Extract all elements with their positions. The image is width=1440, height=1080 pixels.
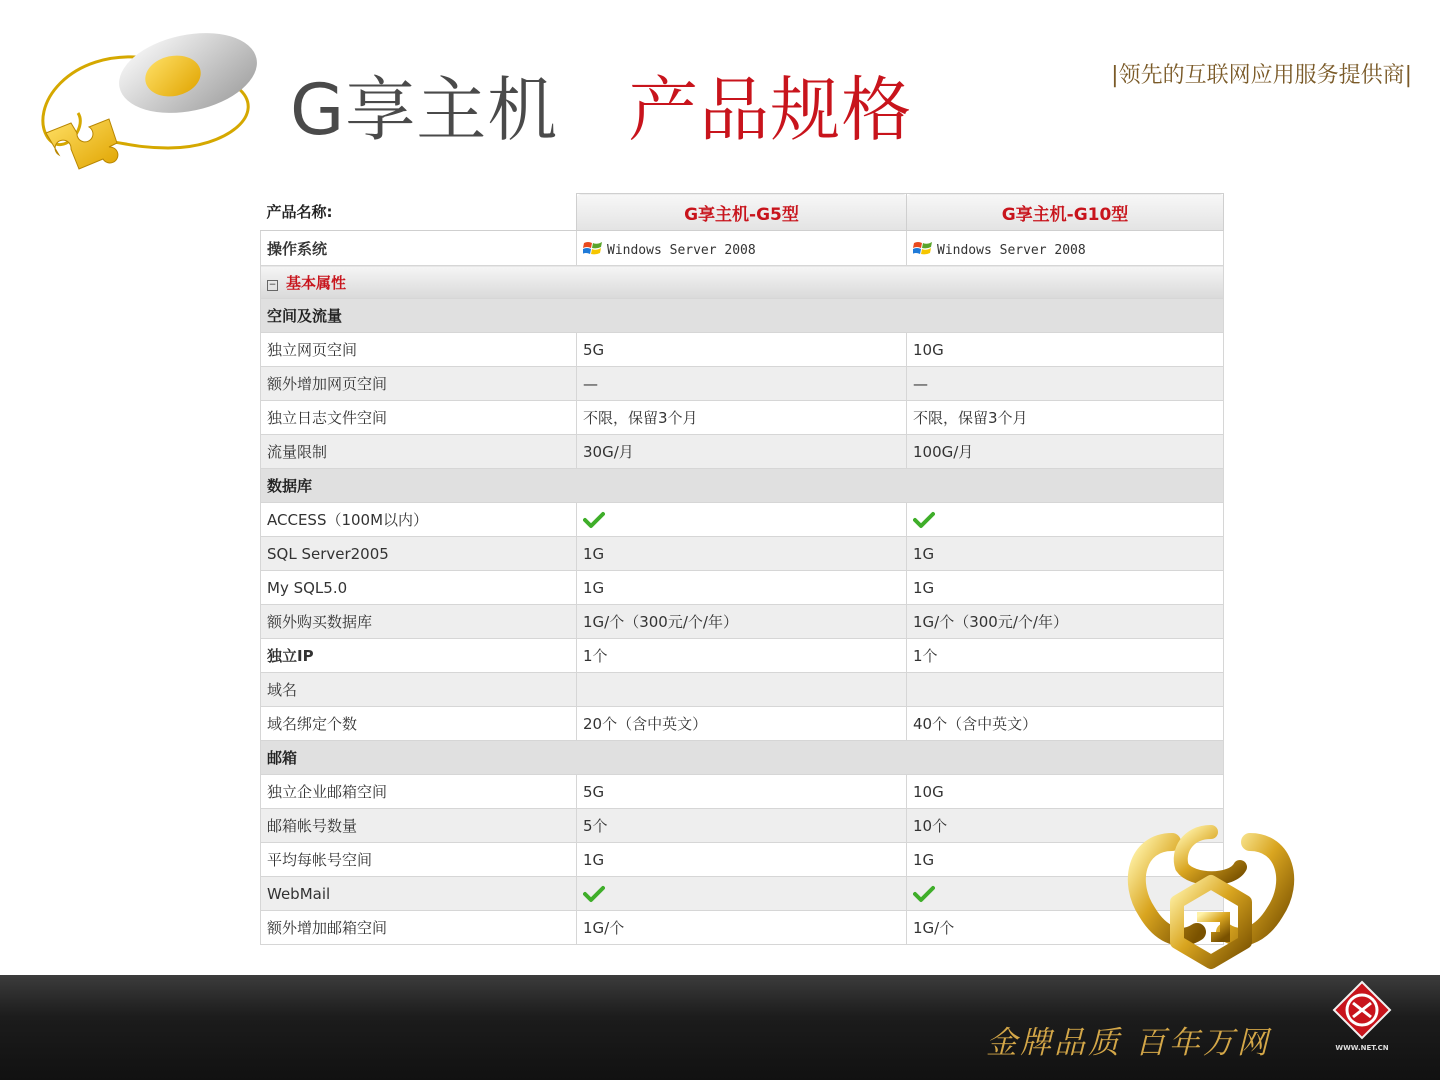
table-row bbox=[261, 503, 1224, 537]
row-label: 邮箱帐号数量 bbox=[261, 809, 577, 843]
row-label: 域名绑定个数 bbox=[261, 707, 577, 741]
product-header-g5: G享主机-G5型 bbox=[577, 194, 907, 231]
table-row bbox=[261, 605, 1224, 639]
row-label: 独立企业邮箱空间 bbox=[261, 775, 577, 809]
row-label: 额外增加邮箱空间 bbox=[261, 911, 577, 945]
gold-g-logo bbox=[1122, 822, 1300, 972]
row-label: SQL Server2005 bbox=[261, 537, 577, 571]
value-cell-g10: 100G/月 bbox=[907, 435, 1224, 469]
title-sub: 产品规格 bbox=[628, 69, 913, 151]
table-row bbox=[261, 333, 1224, 367]
row-label: 独立日志文件空间 bbox=[261, 401, 577, 435]
table-row bbox=[261, 571, 1224, 605]
table-row bbox=[261, 639, 1224, 673]
value-cell-g10: 1个 bbox=[907, 639, 1224, 673]
row-label: 流量限制 bbox=[261, 435, 577, 469]
group-basic-properties[interactable] bbox=[261, 266, 1224, 299]
value-cell-g5: 1个 bbox=[577, 639, 907, 673]
value-cell-g5: 不限，保留3个月 bbox=[577, 401, 907, 435]
table-row bbox=[261, 367, 1224, 401]
value-cell-g10: 1G bbox=[907, 537, 1224, 571]
table-row bbox=[261, 435, 1224, 469]
value-cell-g10 bbox=[907, 673, 1224, 707]
row-label: 额外购买数据库 bbox=[261, 605, 577, 639]
value-cell-g5: 5G bbox=[577, 775, 907, 809]
windows-logo-icon bbox=[583, 239, 603, 257]
os-value-g5: Windows Server 2008 bbox=[607, 242, 756, 258]
company-slogan: |领先的互联网应用服务提供商| bbox=[1111, 63, 1412, 88]
value-cell-g5: 1G bbox=[577, 537, 907, 571]
collapse-icon[interactable]: − bbox=[268, 279, 277, 290]
section-header-row bbox=[261, 741, 1224, 775]
title-main: G享主机 bbox=[290, 69, 559, 151]
check-cell-g5 bbox=[577, 877, 907, 911]
footer-slogan: 金牌品质 百年万网 bbox=[986, 1025, 1271, 1061]
table-row bbox=[261, 843, 1224, 877]
value-cell-g10: 40个（含中英文） bbox=[907, 707, 1224, 741]
value-cell-g10: 10G bbox=[907, 775, 1224, 809]
value-cell-g5 bbox=[577, 673, 907, 707]
row-label: 独立网页空间 bbox=[261, 333, 577, 367]
value-cell-g5: 1G bbox=[577, 571, 907, 605]
value-cell-g10: 1G/个 bbox=[907, 911, 1224, 945]
value-cell-g10: 10G bbox=[907, 333, 1224, 367]
row-label: 独立IP bbox=[261, 639, 577, 673]
value-cell-g5: 1G/个（300元/个/年） bbox=[577, 605, 907, 639]
row-label: 域名 bbox=[261, 673, 577, 707]
table-row bbox=[261, 707, 1224, 741]
os-value-g10: Windows Server 2008 bbox=[937, 242, 1086, 258]
value-cell-g5: 5个 bbox=[577, 809, 907, 843]
product-header-g10: G享主机-G10型 bbox=[907, 194, 1224, 231]
value-cell-g5: 1G bbox=[577, 843, 907, 877]
check-cell-g10 bbox=[907, 503, 1224, 537]
value-cell-g5: 20个（含中英文） bbox=[577, 707, 907, 741]
section-header-row bbox=[261, 299, 1224, 333]
table-row bbox=[261, 911, 1224, 945]
value-cell-g5: 1G/个 bbox=[577, 911, 907, 945]
value-cell-g10: 1G/个（300元/个/年） bbox=[907, 605, 1224, 639]
table-row bbox=[261, 877, 1224, 911]
product-name-label: 产品名称: bbox=[266, 203, 333, 222]
table-row bbox=[261, 537, 1224, 571]
section-header-row bbox=[261, 469, 1224, 503]
windows-logo-icon bbox=[913, 239, 933, 257]
value-cell-g10: 10个 bbox=[907, 809, 1224, 843]
value-cell-g5: — bbox=[577, 367, 907, 401]
os-cell-g10 bbox=[907, 231, 1224, 266]
green-check-icon bbox=[913, 511, 935, 529]
row-label: 额外增加网页空间 bbox=[261, 367, 577, 401]
group-header-cell[interactable] bbox=[261, 266, 1224, 299]
value-cell-g10: 1G bbox=[907, 843, 1224, 877]
os-label: 操作系统 bbox=[261, 231, 577, 266]
green-check-icon bbox=[583, 511, 605, 529]
group-title[interactable]: 基本属性 bbox=[286, 273, 347, 292]
row-label: 平均每帐号空间 bbox=[261, 843, 577, 877]
value-cell-g10: 1G bbox=[907, 571, 1224, 605]
product-name-row bbox=[261, 194, 1224, 231]
footer-logo-text: WWW.NET.CN bbox=[1335, 1044, 1389, 1052]
green-check-icon bbox=[913, 885, 935, 903]
table-row bbox=[261, 809, 1224, 843]
green-check-icon bbox=[583, 885, 605, 903]
row-label: WebMail bbox=[261, 877, 577, 911]
check-cell-g5 bbox=[577, 503, 907, 537]
row-label: My SQL5.0 bbox=[261, 571, 577, 605]
table-row bbox=[261, 775, 1224, 809]
mouse-puzzle-illustration bbox=[28, 18, 278, 193]
section-title: 数据库 bbox=[261, 469, 1224, 503]
value-cell-g10: — bbox=[907, 367, 1224, 401]
value-cell-g5: 30G/月 bbox=[577, 435, 907, 469]
os-cell-g5 bbox=[577, 231, 907, 266]
value-cell-g5: 5G bbox=[577, 333, 907, 367]
spec-table-body bbox=[261, 194, 1224, 945]
table-row bbox=[261, 673, 1224, 707]
section-title: 邮箱 bbox=[261, 741, 1224, 775]
section-title: 空间及流量 bbox=[261, 299, 1224, 333]
os-row bbox=[261, 231, 1224, 266]
value-cell-g10: 不限，保留3个月 bbox=[907, 401, 1224, 435]
table-row bbox=[261, 401, 1224, 435]
row-label: ACCESS（100M以内） bbox=[261, 503, 577, 537]
page-title bbox=[290, 68, 912, 152]
spec-table bbox=[260, 193, 1224, 945]
